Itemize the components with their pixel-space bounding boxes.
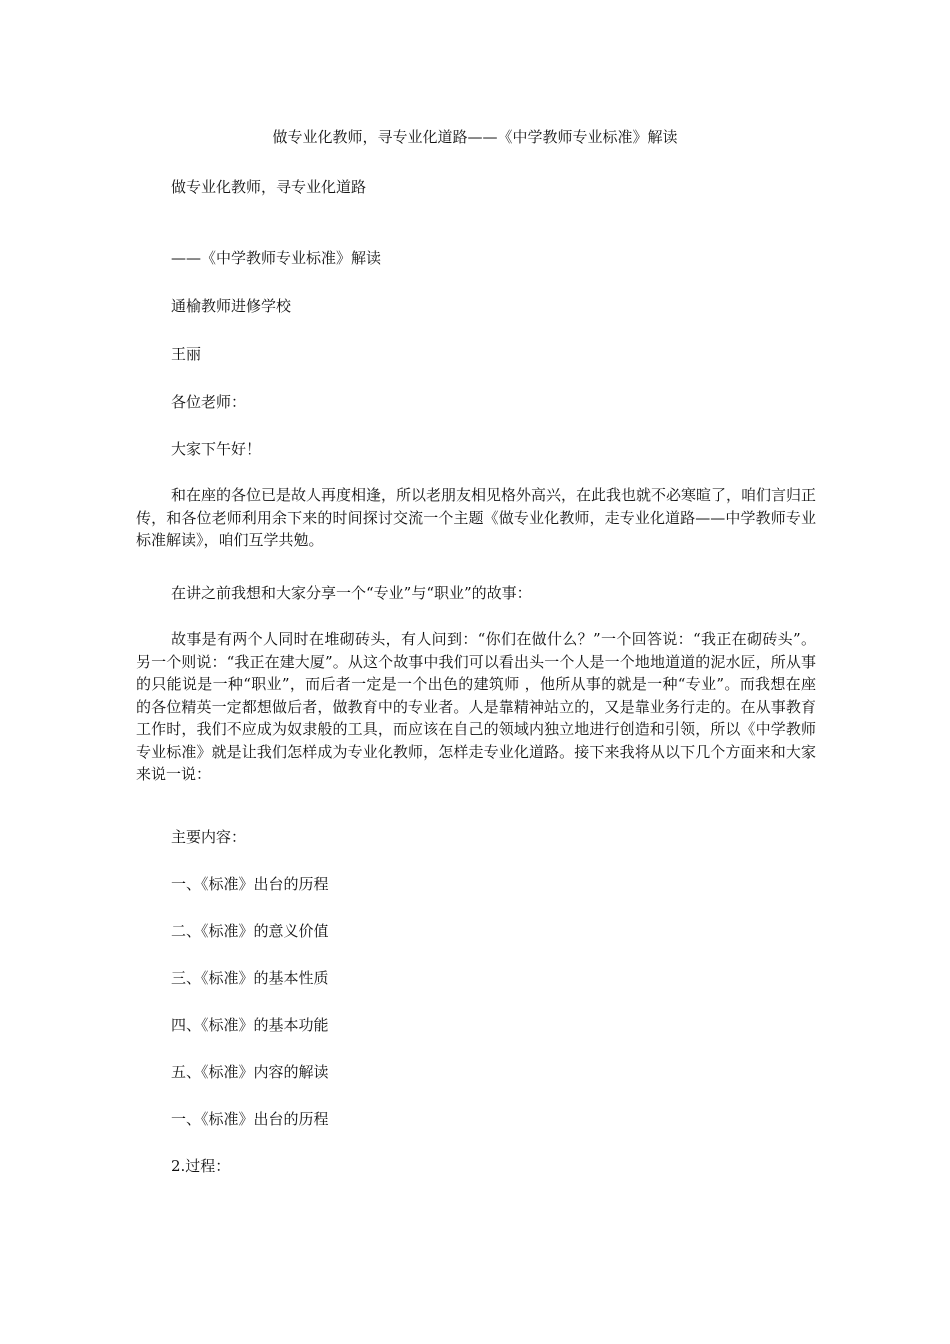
contents-item-2: 二、《标准》的意义价值 bbox=[171, 922, 329, 940]
subtitle-line-2: ——《中学教师专业标准》解读 bbox=[171, 249, 382, 267]
paragraph-intro: 和在座的各位已是故人再度相逢，所以老朋友相见格外高兴，在此我也就不必寒暄了，咱们言归正传，和各位老师利用余下来的时间探讨交流一个主题《做专业化教师，走专业化道路——中学教师专业标准解读》，咱们互学共勉。 bbox=[136, 486, 817, 549]
contents-item-1: 一、《标准》出台的历程 bbox=[171, 875, 329, 893]
paragraph-story-lead: 在讲之前我想和大家分享一个“专业”与“职业”的故事： bbox=[171, 584, 532, 602]
sub-heading: 2.过程： bbox=[171, 1157, 231, 1175]
section-heading: 一、《标准》出台的历程 bbox=[171, 1110, 329, 1128]
contents-item-4: 四、《标准》的基本功能 bbox=[171, 1016, 329, 1034]
subtitle-line-1: 做专业化教师，寻专业化道路 bbox=[171, 178, 367, 196]
salutation: 各位老师： bbox=[171, 393, 247, 411]
document-title: 做专业化教师，寻专业化道路——《中学教师专业标准》解读 bbox=[272, 128, 678, 146]
paragraph-story: 故事是有两个人同时在堆砌砖头，有人问到：“你们在做什么？”一个回答说：“我正在砌砖头”。另一个则说：“我正在建大厦”。从这个故事中我们可以看出头一个人是一个地地道道的泥水匠，所从事的只能说是一种“职业”，而后者一定是一个出色的建筑师 ，他所从事的就是一种“专业”。而我想在座的各位精英一定都想做后者，做教育中的专业者。人是靠精神站立的，又是靠业务行走的。在从事教育工作时，我们不应成为奴隶般的工具，而应该在自己的领域内独立地进行创造和引领，所以《中学教师专业标准》就是让我们怎样成为专业化教师，怎样走专业化道路。接下来我将从以下几个方面来和大家来说一说： bbox=[136, 630, 816, 783]
author-name: 王丽 bbox=[171, 345, 202, 363]
contents-heading: 主要内容： bbox=[171, 828, 247, 846]
contents-item-3: 三、《标准》的基本性质 bbox=[171, 969, 329, 987]
greeting: 大家下午好！ bbox=[171, 440, 262, 458]
institution-name: 通榆教师进修学校 bbox=[171, 297, 292, 315]
contents-item-5: 五、《标准》内容的解读 bbox=[171, 1063, 329, 1081]
